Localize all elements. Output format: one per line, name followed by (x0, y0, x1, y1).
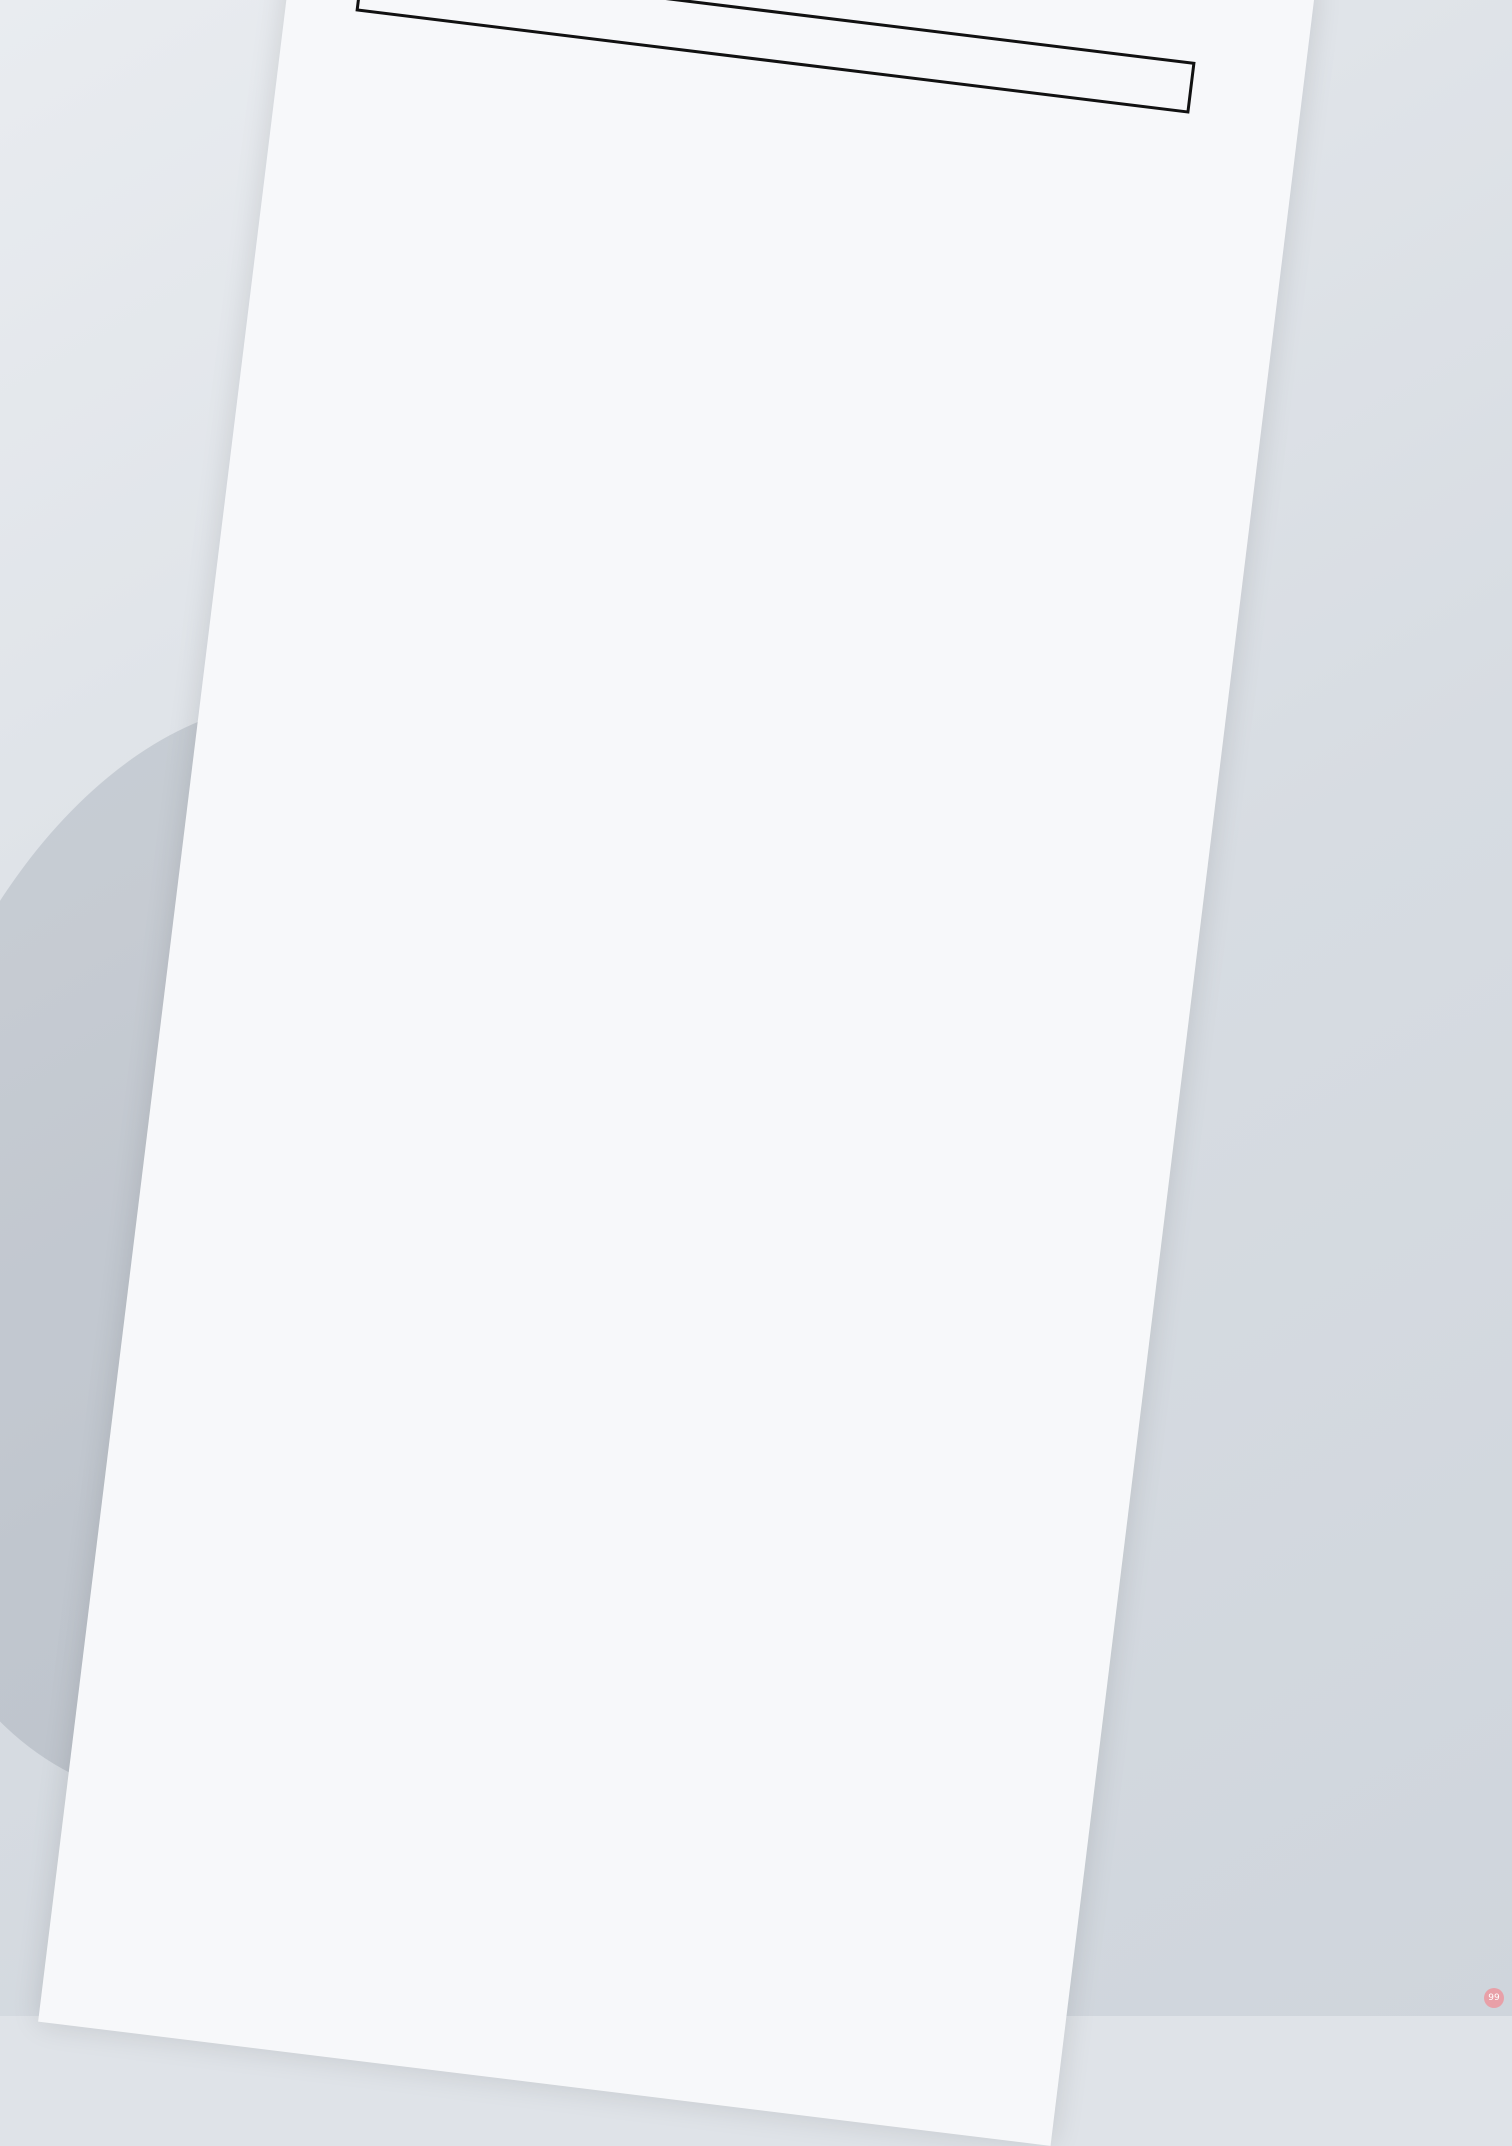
menu-content (351, 0, 1200, 153)
watermark-badge: 99 (1484, 1988, 1504, 2008)
qr-order-box (355, 0, 1195, 114)
qr-order-items (385, 0, 1165, 88)
qr-order-title (386, 0, 1166, 80)
